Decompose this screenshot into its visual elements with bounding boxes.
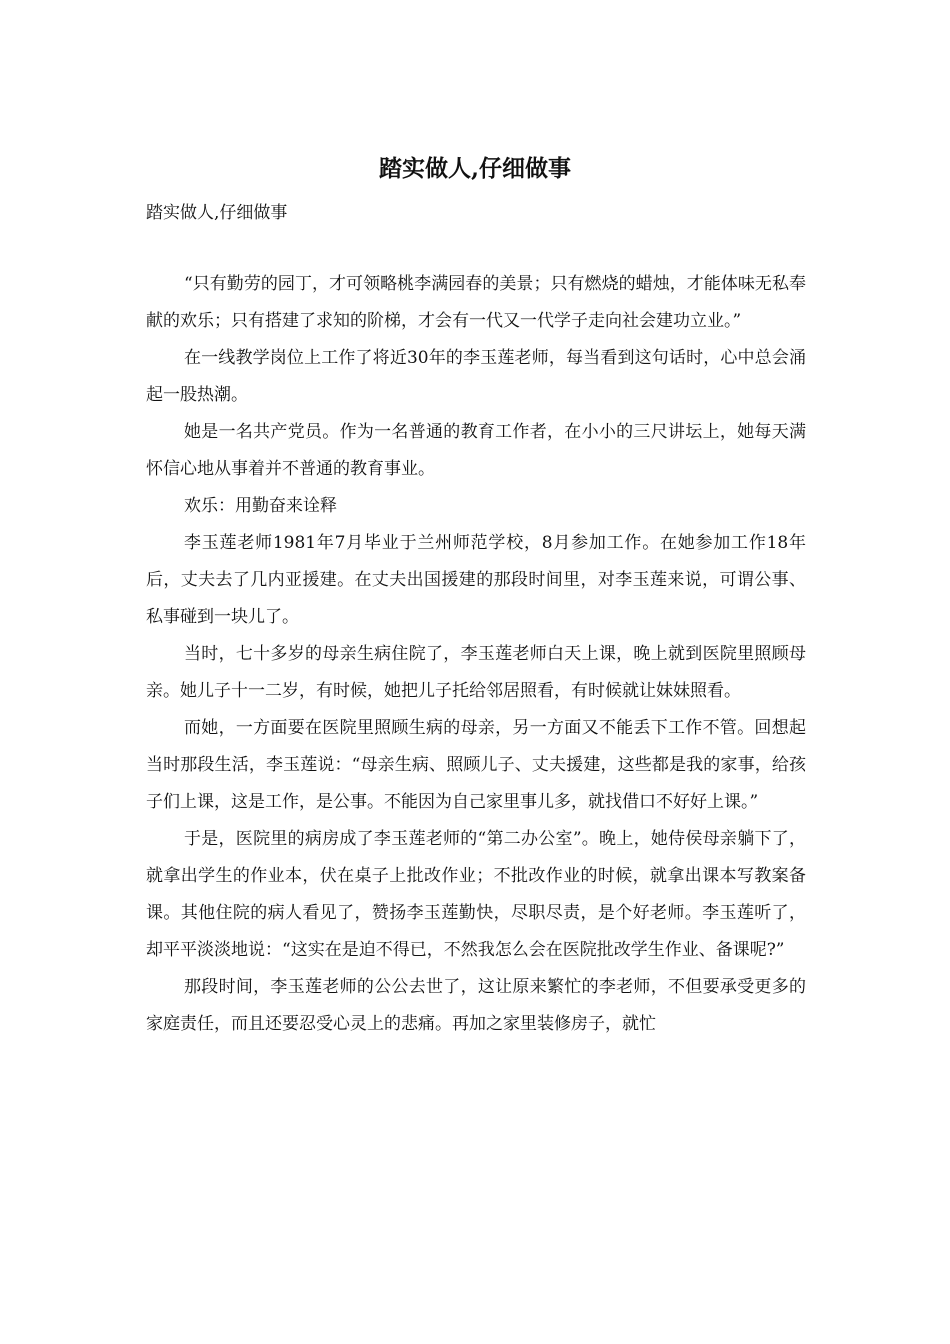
document-subtitle: 踏实做人,仔细做事 [146,203,288,223]
paragraph: 于是，医院里的病房成了李玉莲老师的“第二办公室”。晚上，她侍侯母亲躺下了，就拿出学生的作业本，伏在桌子上批改作业；不批改作业的时候，就拿出课本写教案备课。其他住院的病人看见了，赞扬李玉莲勤快，尽职尽责，是个好老师。李玉莲听了，却平平淡淡地说：“这实在是迫不得已，不然我怎么会在医院批改学生作业、备课呢?” [146,829,806,960]
paragraph: 在一线教学岗位上工作了将近30年的李玉莲老师，每当看到这句话时，心中总会涌起一股热潮。 [146,348,806,405]
paragraph: 李玉莲老师1981年7月毕业于兰州师范学校，8月参加工作。在她参加工作18年后，丈夫去了几内亚援建。在丈夫出国援建的那段时间里，对李玉莲来说，可谓公事、私事碰到一块儿了。 [146,533,806,627]
paragraph: “只有勤劳的园丁，才可领略桃李满园春的美景；只有燃烧的蜡烛，才能体味无私奉献的欢乐；只有搭建了求知的阶梯，才会有一代又一代学子走向社会建功立业。” [146,274,806,331]
paragraph: 她是一名共产党员。作为一名普通的教育工作者，在小小的三尺讲坛上，她每天满怀信心地从事着并不普通的教育事业。 [146,422,806,479]
document-title: 踏实做人,仔细做事 [378,155,571,182]
paragraph: 当时，七十多岁的母亲生病住院了，李玉莲老师白天上课，晚上就到医院里照顾母亲。她儿子十一二岁，有时候，她把儿子托给邻居照看，有时候就让妹妹照看。 [146,644,806,701]
document-body [146,266,806,1043]
paragraph: 而她，一方面要在医院里照顾生病的母亲，另一方面又不能丢下工作不管。回想起当时那段生活，李玉莲说：“母亲生病、照顾儿子、丈夫援建，这些都是我的家事，给孩子们上课，这是工作，是公事。不能因为自己家里事儿多，就找借口不好好上课。” [146,718,806,812]
paragraph: 那段时间，李玉莲老师的公公去世了，这让原来繁忙的李老师，不但要承受更多的家庭责任，而且还要忍受心灵上的悲痛。再加之家里装修房子，就忙 [146,977,806,1034]
section-heading: 欢乐：用勤奋来诠释 [184,496,337,516]
